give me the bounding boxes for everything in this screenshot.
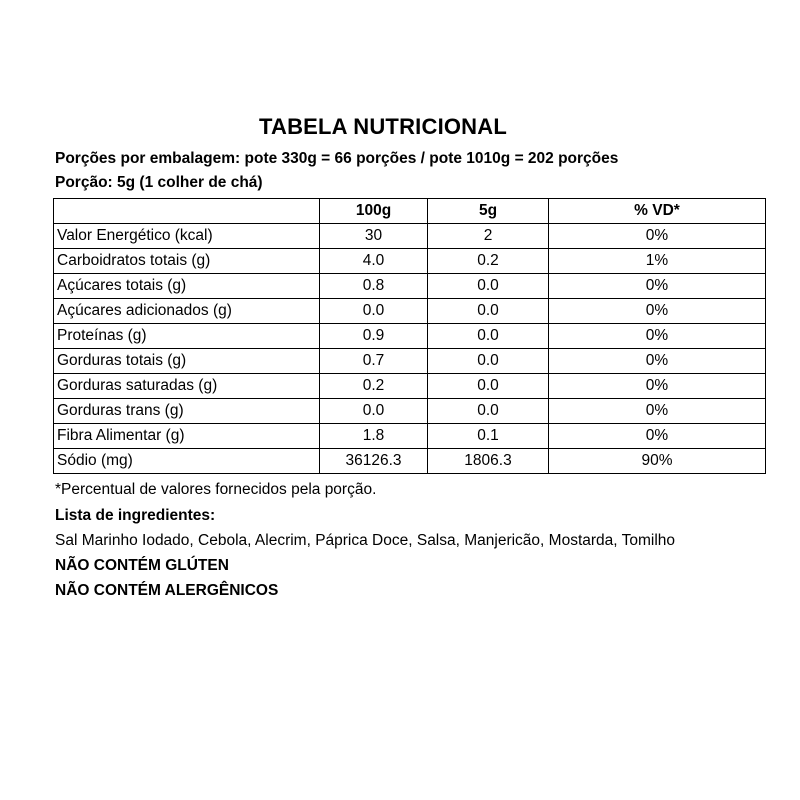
nutrient-label: Açúcares adicionados (g) <box>54 299 320 324</box>
value-100g: 36126.3 <box>320 449 428 474</box>
value-100g: 4.0 <box>320 249 428 274</box>
ingredients-list: Sal Marinho Iodado, Cebola, Alecrim, Páprica Doce, Salsa, Manjericão, Mostarda, Tomilho <box>55 532 676 549</box>
nutrient-label: Valor Energético (kcal) <box>54 224 320 249</box>
nutrient-label: Fibra Alimentar (g) <box>54 424 320 449</box>
table-row <box>54 349 766 374</box>
table-row <box>54 374 766 399</box>
nutrient-label: Sódio (mg) <box>54 449 320 474</box>
table-row <box>54 449 766 474</box>
ingredients-heading: Lista de ingredientes: <box>55 507 216 524</box>
allergen-notice: NÃO CONTÉM ALERGÊNICOS <box>55 582 279 599</box>
value-5g: 2 <box>428 224 549 249</box>
value-5g: 1806.3 <box>428 449 549 474</box>
portion-size: Porção: 5g (1 colher de chá) <box>55 174 263 191</box>
value-vd: 90% <box>549 449 766 474</box>
footnote: *Percentual de valores fornecidos pela porção. <box>55 481 377 498</box>
value-100g: 30 <box>320 224 428 249</box>
table-row <box>54 424 766 449</box>
value-vd: 0% <box>549 274 766 299</box>
table-row <box>54 399 766 424</box>
header-vd: % VD* <box>549 199 766 224</box>
value-5g: 0.0 <box>428 274 549 299</box>
value-5g: 0.0 <box>428 349 549 374</box>
value-vd: 0% <box>549 374 766 399</box>
value-5g: 0.0 <box>428 399 549 424</box>
table-header-row <box>54 199 766 224</box>
value-5g: 0.2 <box>428 249 549 274</box>
nutrient-label: Açúcares totais (g) <box>54 274 320 299</box>
header-nutrient <box>54 199 320 224</box>
table-row <box>54 224 766 249</box>
table-row <box>54 249 766 274</box>
table-row <box>54 324 766 349</box>
value-100g: 0.0 <box>320 299 428 324</box>
value-100g: 1.8 <box>320 424 428 449</box>
nutrient-label: Gorduras trans (g) <box>54 399 320 424</box>
nutrient-label: Gorduras totais (g) <box>54 349 320 374</box>
value-5g: 0.0 <box>428 324 549 349</box>
header-100g: 100g <box>320 199 428 224</box>
value-vd: 1% <box>549 249 766 274</box>
value-100g: 0.2 <box>320 374 428 399</box>
value-vd: 0% <box>549 349 766 374</box>
value-5g: 0.0 <box>428 299 549 324</box>
value-vd: 0% <box>549 399 766 424</box>
value-100g: 0.8 <box>320 274 428 299</box>
value-vd: 0% <box>549 224 766 249</box>
portions-per-package: Porções por embalagem: pote 330g = 66 porções / pote 1010g = 202 porções <box>55 150 619 167</box>
value-vd: 0% <box>549 324 766 349</box>
page-title: TABELA NUTRICIONAL <box>258 114 508 139</box>
value-100g: 0.9 <box>320 324 428 349</box>
header-5g: 5g <box>428 199 549 224</box>
nutrient-label: Gorduras saturadas (g) <box>54 374 320 399</box>
table-row <box>54 299 766 324</box>
value-100g: 0.0 <box>320 399 428 424</box>
nutrition-table <box>53 198 766 474</box>
value-vd: 0% <box>549 424 766 449</box>
value-vd: 0% <box>549 299 766 324</box>
table-row <box>54 274 766 299</box>
value-100g: 0.7 <box>320 349 428 374</box>
nutrient-label: Carboidratos totais (g) <box>54 249 320 274</box>
nutrient-label: Proteínas (g) <box>54 324 320 349</box>
value-5g: 0.1 <box>428 424 549 449</box>
value-5g: 0.0 <box>428 374 549 399</box>
gluten-notice: NÃO CONTÉM GLÚTEN <box>55 557 229 574</box>
